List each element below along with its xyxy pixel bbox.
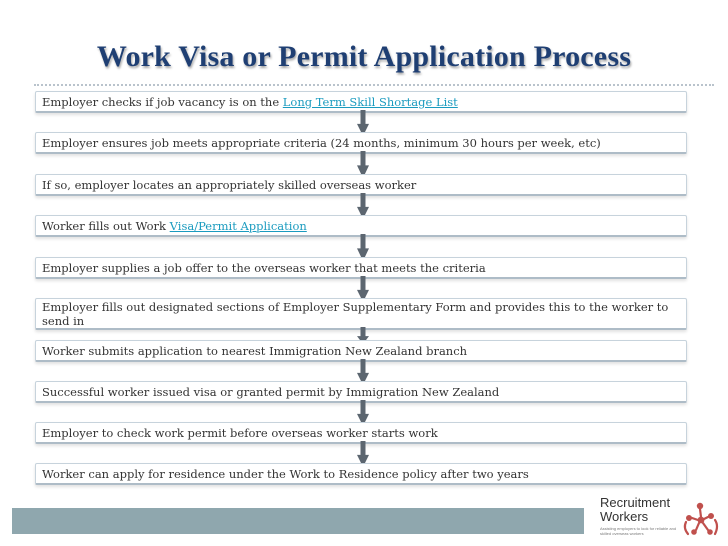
- step-text: [42, 178, 416, 192]
- logo-wordmark: [600, 496, 670, 524]
- people-network-icon: [680, 498, 722, 542]
- step-label: Employer supplies a job offer to the overseas worker that meets the criteria: [42, 260, 486, 275]
- step-label: Successful worker issued visa or granted permit by Immigration New Zealand: [42, 384, 500, 399]
- step-link[interactable]: Long Term Skill Shortage List: [282, 94, 458, 109]
- step-label: Worker can apply for residence under the Work to Residence policy after two years: [42, 466, 529, 481]
- process-step: [35, 463, 687, 485]
- step-label: Worker submits application to nearest Immigration New Zealand branch: [42, 343, 468, 358]
- step-text: [42, 95, 458, 109]
- step-text: [42, 385, 499, 399]
- process-step: [35, 298, 687, 330]
- step-label: If so, employer locates an appropriately skilled overseas worker: [42, 177, 417, 192]
- step-text: [42, 344, 467, 358]
- step-label: Employer fills out designated sections of Employer Supplementary Form and provides this to the worker to send in: [42, 299, 669, 328]
- step-text: [42, 300, 680, 328]
- step-label: Worker fills out Work: [42, 218, 170, 233]
- page-title: Work Visa or Permit Application Process: [96, 40, 632, 73]
- logo-line2: Workers: [600, 509, 649, 524]
- step-text: [42, 261, 486, 275]
- logo-line1: Recruitment: [600, 495, 671, 510]
- step-text: [42, 467, 529, 481]
- logo-tagline: Assisting employers to look for reliable and skilled overseas workers: [600, 526, 677, 536]
- recruitment-workers-logo: [600, 496, 722, 542]
- step-link[interactable]: Visa/Permit Application: [169, 218, 307, 233]
- step-label: Employer to check work permit before overseas worker starts work: [42, 425, 438, 440]
- footer-bar: [12, 508, 584, 534]
- step-text: [42, 136, 601, 150]
- step-label: Employer ensures job meets appropriate criteria (24 months, minimum 30 hours per week, etc): [42, 135, 601, 150]
- step-text: [42, 426, 438, 440]
- step-text: [42, 219, 307, 233]
- step-label: Employer checks if job vacancy is on the: [42, 94, 283, 109]
